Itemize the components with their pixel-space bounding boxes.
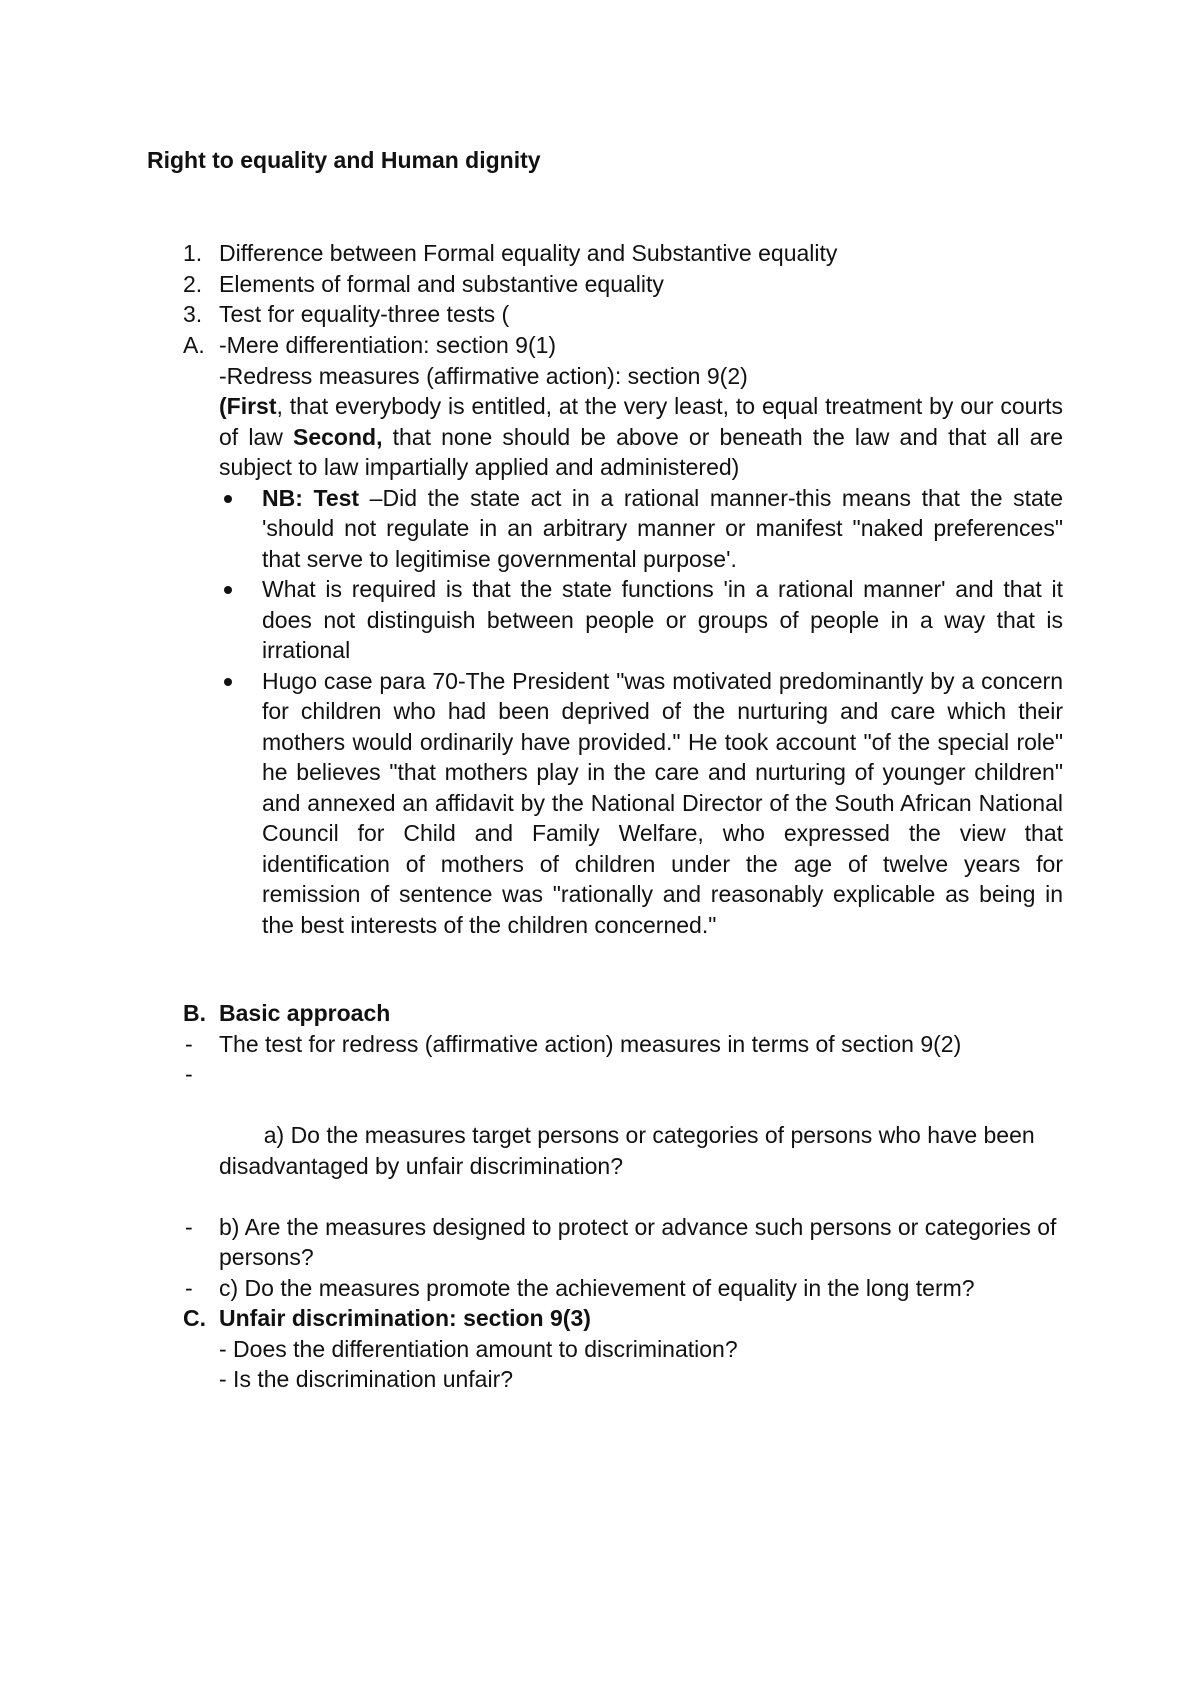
bullet-icon <box>224 678 232 686</box>
list-number: 1. <box>183 240 203 266</box>
section-a <box>183 330 1063 940</box>
list-number: 2. <box>183 270 203 297</box>
section-c-heading: Unfair discrimination: section 9(3) <box>219 1305 591 1331</box>
dash-marker: - <box>185 1030 193 1057</box>
section-c-letter: C. <box>183 1305 206 1331</box>
section-b-letter: B. <box>183 1000 206 1026</box>
list-item <box>183 269 1063 300</box>
section-b-heading: Basic approach <box>219 1000 391 1026</box>
section-a-line1: -Mere differentiation: section 9(1) <box>219 332 557 358</box>
bullet-icon <box>224 495 232 503</box>
section-a-line <box>183 330 1063 361</box>
list-item <box>183 299 1063 330</box>
list-item-text: Test for equality-three tests ( <box>219 301 510 327</box>
section-a-line <box>183 361 1063 392</box>
dash-marker: - <box>185 1213 193 1240</box>
section-c-header <box>183 1303 1063 1334</box>
dash-item <box>183 1212 1063 1273</box>
first-bold: First <box>226 393 277 419</box>
page-title: Right to equality and Human dignity <box>147 147 541 173</box>
dash-marker: - <box>185 1274 193 1301</box>
dash-marker: - <box>185 1061 193 1087</box>
first-text: , that everybody is entitled, at the very least, to equal treatment by our courts of law <box>219 393 1063 450</box>
section-c-line: - Does the differentiation amount to discrimination? <box>219 1335 738 1362</box>
section-a-paragraph <box>183 391 1063 483</box>
dash-item <box>183 1059 1063 1212</box>
section-b-header <box>183 998 1063 1029</box>
bullet-text: –Did the state act in a rational manner-this means that the state 'should not regulate in an arbitrary manner or manifest "naked preferences" that serve to legitimise governmental purpose'. <box>262 484 1063 572</box>
bullet-text: What is required is that the state functions 'in a rational manner' and that it does not distinguish between people or groups of people in a way that is irrational <box>262 576 1063 663</box>
second-bold: Second, <box>293 423 383 450</box>
dash-text: The test for redress (affirmative action) measures in terms of section 9(2) <box>219 1030 962 1057</box>
nb-test-bold: NB: Test <box>262 484 360 511</box>
bullet-icon <box>224 586 232 594</box>
section-c-line: - Is the discrimination unfair? <box>219 1366 514 1392</box>
bullet-text: Hugo case para 70-The President "was motivated predominantly by a concern for children who had been deprived of the nurturing and care which their mothers would ordinarily have provided." He took account "of the special role" he believes "that mothers play in the care and nurturing of younger children" and annexed an affidavit by the National Director of the South African National Council for Child and Family Welfare, who expressed the view that identification of mothers of children under the age of twelve years for remission of sentence was "rationally and reasonably explicable as being in the best interests of the children concerned." <box>262 667 1063 938</box>
section-b <box>183 998 1063 1395</box>
numbered-list <box>183 238 1063 330</box>
bullet-item <box>219 666 1063 941</box>
dash-text: b) Are the measures designed to protect or advance such persons or categories of persons? <box>219 1213 1057 1270</box>
section-a-line2: -Redress measures (affirmative action): section 9(2) <box>219 362 748 389</box>
dash-item <box>183 1273 1063 1304</box>
second-text: that none should be above or beneath the law and that all are subject to law impartially applied and administered) <box>219 423 1063 480</box>
dash-text: a) Do the measures target persons or categories of persons who have been disadvantaged by unfair discrimination? <box>219 1122 1042 1179</box>
dash-item <box>183 1029 1063 1060</box>
dash-text: c) Do the measures promote the achievement of equality in the long term? <box>219 1274 975 1301</box>
list-item <box>183 238 1063 269</box>
paren-open: ( <box>219 393 227 419</box>
section-a-letter: A. <box>183 332 205 358</box>
bullet-item <box>219 574 1063 666</box>
bullet-list <box>219 483 1063 941</box>
list-number: 3. <box>183 301 203 327</box>
list-item-text: Difference between Formal equality and Substantive equality <box>219 240 838 266</box>
bullet-item <box>219 483 1063 575</box>
list-item-text: Elements of formal and substantive equality <box>219 270 664 297</box>
